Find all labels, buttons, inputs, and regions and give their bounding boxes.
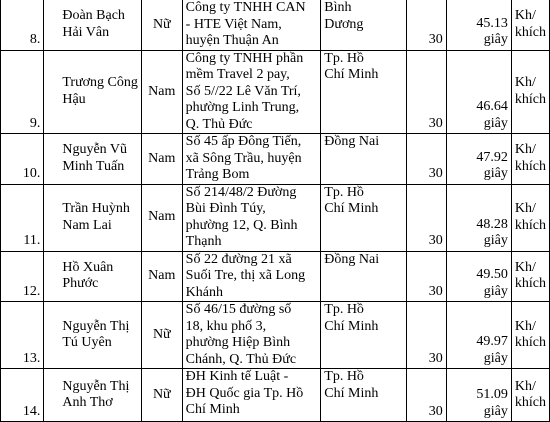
address-line: 18, khu phố 3, xyxy=(185,318,267,334)
gender-cell: Nam xyxy=(141,184,182,251)
name-cell xyxy=(44,184,142,251)
prize-line: khích xyxy=(514,276,546,292)
address-line: phường Linh Trung, xyxy=(185,100,300,115)
address-line: Bùi Đình Túy, xyxy=(185,201,266,216)
row-number-cell: 8. xyxy=(1,0,44,50)
row-number-cell: 12. xyxy=(1,251,44,302)
prize-line: khích xyxy=(514,158,546,174)
table-row xyxy=(1,134,550,185)
time-cell: 47.92 giây xyxy=(446,134,511,185)
row-number-cell: 14. xyxy=(1,369,44,422)
prize-line: Kh/ xyxy=(514,142,536,158)
province-line: Chí Minh xyxy=(324,201,379,216)
province-line: Chí Minh xyxy=(324,318,379,334)
row-number-cell: 9. xyxy=(1,50,44,134)
name-line: Anh Thơ xyxy=(62,395,113,410)
prize-cell xyxy=(511,369,549,422)
row-number-cell: 13. xyxy=(1,302,44,369)
address-cell xyxy=(182,369,321,422)
score-cell: 30 xyxy=(407,134,446,185)
province-line: Chí Minh xyxy=(324,67,379,82)
province-cell xyxy=(321,302,407,369)
province-cell xyxy=(321,134,407,185)
prize-cell xyxy=(511,302,549,369)
province-line: Tp. Hồ xyxy=(324,50,364,66)
gender-cell: Nam xyxy=(141,134,182,185)
table-row xyxy=(1,302,550,369)
address-line: - HTE Việt Nam, xyxy=(185,16,282,32)
province-cell xyxy=(321,50,407,134)
prize-line: Kh/ xyxy=(514,75,536,91)
name-line: Minh Tuấn xyxy=(62,158,125,174)
province-cell xyxy=(321,369,407,422)
address-cell xyxy=(182,251,321,302)
table-row xyxy=(1,0,550,50)
address-line: Suối Tre, thị xã Long xyxy=(185,268,306,283)
time-cell: 45.13 giây xyxy=(446,0,511,50)
row-number-cell: 11. xyxy=(1,184,44,251)
score-cell: 30 xyxy=(407,302,446,369)
address-line: phường 12, Q. Bình xyxy=(185,217,298,233)
gender-cell: Nam xyxy=(141,251,182,302)
gender-cell: Nam xyxy=(141,50,182,134)
address-line: Số 214/48/2 Đường xyxy=(185,184,297,200)
prize-line: Kh/ xyxy=(514,318,536,334)
name-line: Đoàn Bạch xyxy=(62,8,125,24)
address-line: Số 45 ấp Đông Tiến, xyxy=(185,134,302,149)
address-line: xã Sông Trầu, huyện xyxy=(185,150,302,166)
province-line: Tp. Hồ xyxy=(324,184,364,200)
name-line: Nguyễn Thị xyxy=(62,318,130,334)
address-line: Khánh xyxy=(185,284,223,300)
prize-line: Kh/ xyxy=(514,8,536,24)
name-cell xyxy=(44,302,142,369)
prize-cell xyxy=(511,251,549,302)
prize-cell xyxy=(511,0,549,50)
gender-cell: Nữ xyxy=(141,302,182,369)
province-line: Dương xyxy=(324,16,364,32)
prize-line: khích xyxy=(514,91,546,107)
table-row xyxy=(1,184,550,251)
name-cell xyxy=(44,134,142,185)
gender-cell: Nữ xyxy=(141,369,182,422)
table-body xyxy=(1,0,550,422)
name-line: Nguyễn Thị xyxy=(62,378,130,394)
address-cell xyxy=(182,302,321,369)
address-cell xyxy=(182,184,321,251)
address-line: Thạnh xyxy=(185,234,222,249)
score-cell: 30 xyxy=(407,0,446,50)
address-line: ĐH Kinh tế Luật - xyxy=(185,369,289,384)
address-line: Chí Minh xyxy=(185,402,240,417)
address-line: huyện Thuận An xyxy=(185,33,279,48)
province-line: Bình xyxy=(324,0,352,15)
score-cell: 30 xyxy=(407,369,446,422)
prize-line: khích xyxy=(514,217,546,233)
table-row xyxy=(1,50,550,134)
address-cell xyxy=(182,0,321,50)
address-line: Trảng Bom xyxy=(185,167,250,182)
name-line: Tú Uyên xyxy=(62,335,112,350)
province-line: Tp. Hồ xyxy=(324,302,364,317)
address-line: Q. Thủ Đức xyxy=(185,116,253,132)
gender-cell: Nữ xyxy=(141,0,182,50)
address-cell xyxy=(182,50,321,134)
province-line: Đồng Nai xyxy=(324,134,380,149)
time-cell: 48.28 giây xyxy=(446,184,511,251)
score-cell: 30 xyxy=(407,251,446,302)
province-cell xyxy=(321,0,407,50)
score-cell: 30 xyxy=(407,50,446,134)
prize-line: Kh/ xyxy=(514,259,536,275)
address-line: mềm Travel 2 pay, xyxy=(185,67,290,82)
address-line: Chánh, Q. Thủ Đức xyxy=(185,351,297,367)
address-line: Công ty TNHH phần xyxy=(185,50,304,66)
address-cell xyxy=(182,134,321,185)
prize-line: Kh/ xyxy=(514,378,536,394)
name-cell xyxy=(44,0,142,50)
time-cell: 51.09 giây xyxy=(446,369,511,422)
province-cell xyxy=(321,251,407,302)
prize-cell xyxy=(511,184,549,251)
table-row xyxy=(1,369,550,422)
address-line: Số 5//22 Lê Văn Trí, xyxy=(185,83,301,99)
name-cell xyxy=(44,369,142,422)
address-line: Công ty TNHH CAN xyxy=(185,0,306,15)
name-line: Hồ Xuân xyxy=(62,259,114,275)
name-cell xyxy=(44,50,142,134)
address-line: phường Hiệp Bình xyxy=(185,335,291,350)
name-cell xyxy=(44,251,142,302)
province-line: Đồng Nai xyxy=(324,251,380,267)
row-number-cell: 10. xyxy=(1,134,44,185)
name-line: Hải Vân xyxy=(62,24,110,40)
name-line: Nguyễn Vũ xyxy=(62,142,128,158)
prize-line: khích xyxy=(514,335,546,350)
prize-line: Kh/ xyxy=(514,201,536,216)
province-line: Chí Minh xyxy=(324,385,379,401)
address-line: Số 46/15 đường số xyxy=(185,302,292,317)
prize-cell xyxy=(511,134,549,185)
prize-line: khích xyxy=(514,24,546,40)
prize-line: khích xyxy=(514,395,546,410)
time-cell: 49.50 giây xyxy=(446,251,511,302)
address-line: Số 22 đường 21 xã xyxy=(185,251,292,267)
name-line: Trương Công xyxy=(62,75,138,91)
province-cell xyxy=(321,184,407,251)
table-row xyxy=(1,251,550,302)
address-line: ĐH Quốc gia Tp. Hồ xyxy=(185,385,304,401)
name-line: Phước xyxy=(62,276,99,292)
prize-cell xyxy=(511,50,549,134)
name-line: Hậu xyxy=(62,91,86,107)
time-cell: 49.97 giây xyxy=(446,302,511,369)
time-cell: 46.64 giây xyxy=(446,50,511,134)
score-cell: 30 xyxy=(407,184,446,251)
name-line: Nam Lai xyxy=(62,217,112,233)
province-line: Tp. Hồ xyxy=(324,369,364,384)
name-line: Trần Huỳnh xyxy=(62,201,130,216)
